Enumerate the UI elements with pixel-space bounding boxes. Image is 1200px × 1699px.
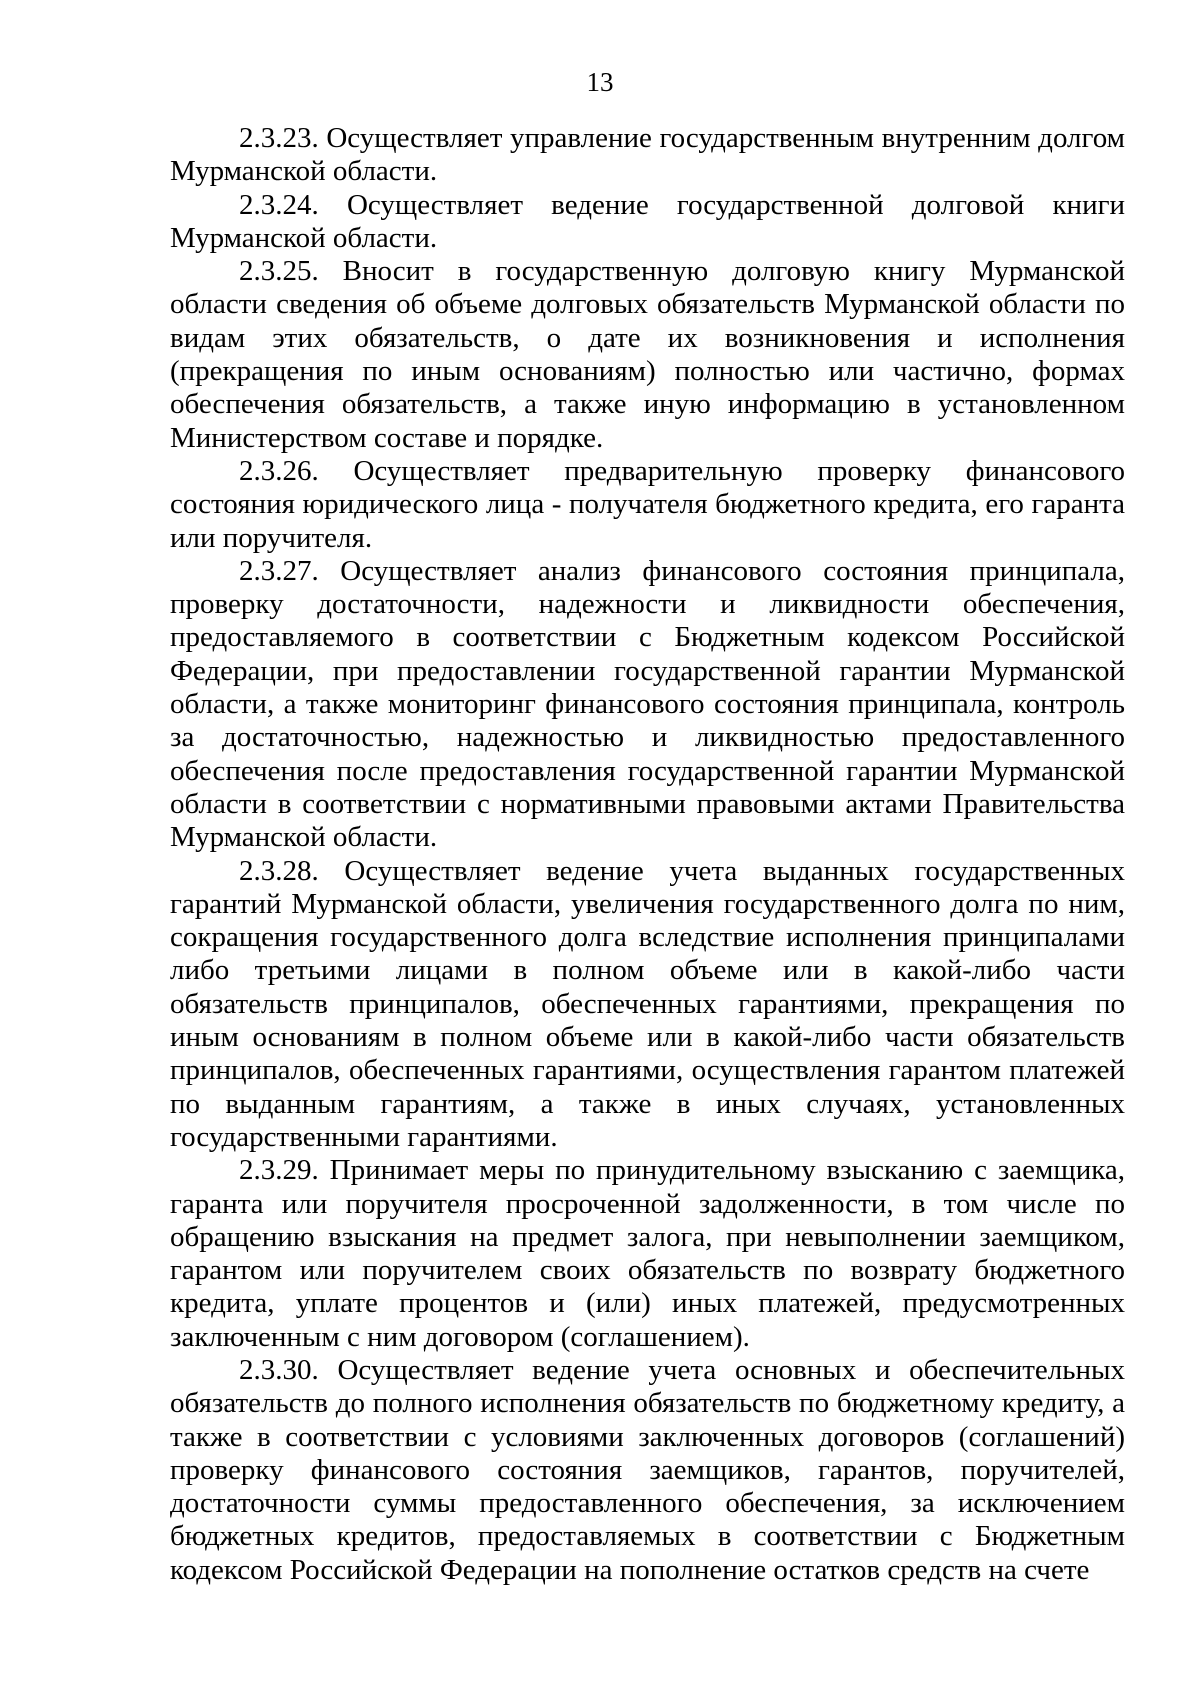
paragraph-text: Осуществляет ведение учета выданных государственных гарантий Мурманской области, увеличения государственного долга по ним, сокращения государственного долга вследствие исполнения принципалами либо третьими лицами в полном объеме или в какой-либо части обязательств принципалов, обеспеченных гарантиями, прекращения по иным основаниям в полном объеме или в какой-либо части обязательств принципалов, обеспеченных гарантиями, осуществления гарантом платежей по выданным гарантиям, а также в иных случаях, установленных государственными гарантиями.	[170, 854, 1126, 1153]
paragraph-2-3-25	[170, 255, 1125, 455]
paragraph-text: Осуществляет ведение учета основных и обеспечительных обязательств до полного исполнения обязательств по бюджетному кредиту, а также в соответствии с условиями заключенных договоров (соглашений) проверку финансового состояния заемщиков, гарантов, поручителей, достаточности суммы предоставленного обеспечения, за исключением бюджетных кредитов, предоставляемых в соответствии с Бюджетным кодексом Российской Федерации на пополнение остатков средств на счете	[170, 1353, 1125, 1586]
paragraph-number: 2.3.28.	[239, 854, 319, 887]
paragraph-2-3-28	[170, 855, 1125, 1155]
paragraph-number: 2.3.25.	[239, 255, 319, 288]
document-body	[170, 122, 1125, 1587]
paragraph-number: 2.3.30.	[239, 1353, 319, 1386]
paragraph-text: Осуществляет анализ финансового состояния принципала, проверку достаточности, надежности и ликвидности обеспечения, предоставляемого в соответствии с Бюджетным кодексом Российской Федерации, при предоставлении государственной гарантии Мурманской области, а также мониторинг финансового состояния принципала, контроль за достаточностью, надежностью и ликвидностью предоставленного обеспечения после предоставления государственной гарантии Мурманской области в соответствии с нормативными правовыми актами Правительства Мурманской области.	[170, 554, 1125, 854]
paragraph-number: 2.3.26.	[239, 454, 319, 487]
paragraph-2-3-23	[170, 122, 1125, 189]
paragraph-text: Принимает меры по принудительному взысканию с заемщика, гаранта или поручителя просроченной задолженности, в том числе по обращению взыскания на предмет залога, при невыполнении заемщиком, гарантом или поручителем своих обязательств по возврату бюджетного кредита, уплате процентов и (или) иных платежей, предусмотренных заключенным с ним договором (соглашением).	[170, 1154, 1126, 1353]
page-number: 13	[586, 67, 614, 97]
paragraph-2-3-26	[170, 455, 1125, 555]
paragraph-number: 2.3.29.	[239, 1154, 319, 1187]
paragraph-number: 2.3.27.	[239, 554, 319, 587]
paragraph-2-3-29	[170, 1154, 1125, 1354]
paragraph-number: 2.3.23.	[239, 122, 319, 154]
paragraph-2-3-30	[170, 1354, 1125, 1587]
paragraph-text: Вносит в государственную долговую книгу Мурманской области сведения об объеме долговых обязательств Мурманской области по видам этих обязательств, о дате их возникновения и исполнения (прекращения по иным основаниям) полностью или частично, формах обеспечения обязательств, а также иную информацию в установленном Министерством составе и порядке.	[170, 255, 1125, 454]
paragraph-text: Осуществляет управление государственным внутренним долгом Мурманской области.	[170, 122, 1125, 188]
paragraph-2-3-27	[170, 555, 1125, 855]
paragraph-text: Осуществляет предварительную проверку финансового состояния юридического лица - получателя бюджетного кредита, его гаранта или поручителя.	[170, 454, 1125, 554]
paragraph-text: Осуществляет ведение государственной долговой книги Мурманской области.	[170, 188, 1126, 254]
paragraph-2-3-24	[170, 189, 1125, 256]
paragraph-number: 2.3.24.	[239, 188, 319, 221]
